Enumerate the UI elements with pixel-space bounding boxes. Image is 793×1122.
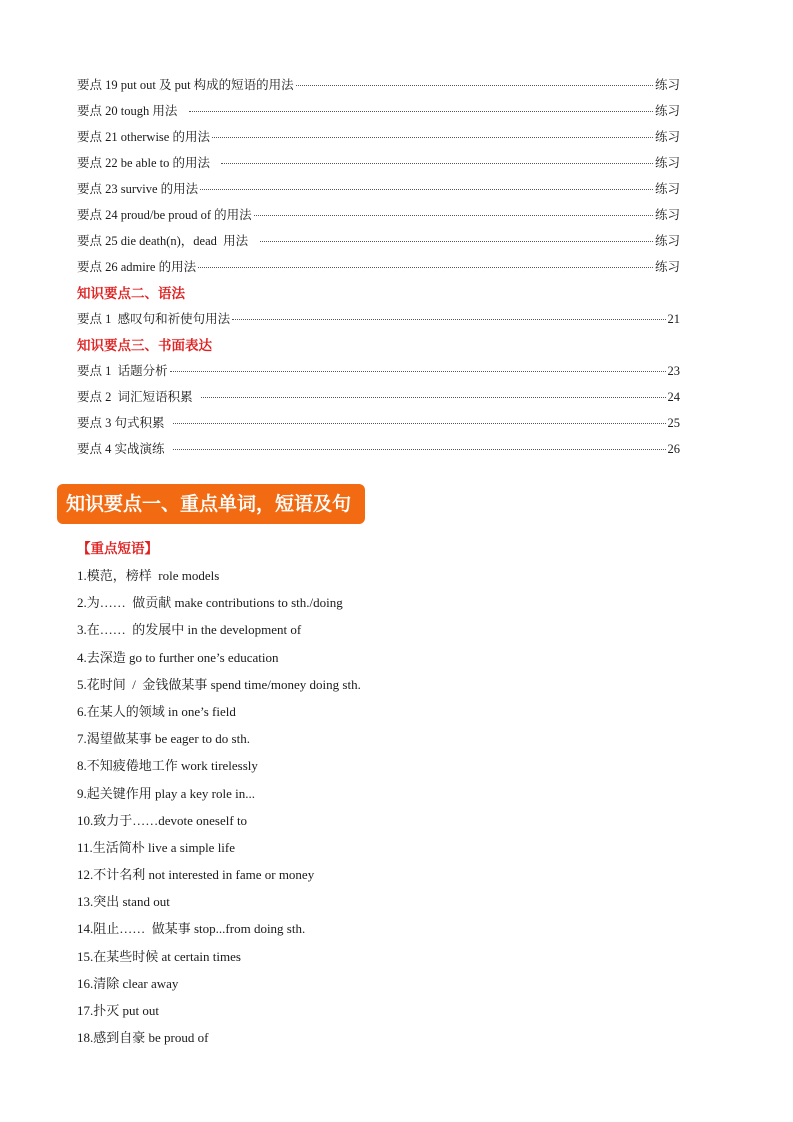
toc-entry-title: 要点 1 感叹句和祈使句用法 <box>77 312 231 326</box>
dot-leader <box>232 305 665 320</box>
toc-entry-page: 25 <box>667 416 680 430</box>
phrase-item: 15.在某些时候 at certain times <box>77 948 241 964</box>
dot-leader <box>296 71 653 86</box>
toc-entry-page: 24 <box>667 390 680 404</box>
toc-entry-page: 练习 <box>654 130 680 144</box>
phrase-item: 12.不计名利 not interested in fame or money <box>77 867 315 883</box>
phrase-item: 7.渴望做某事 be eager to do sth. <box>77 731 250 747</box>
toc-entry-title: 要点 1 话题分析 <box>77 364 168 378</box>
toc-entry-page: 练习 <box>654 182 680 196</box>
subheading: 【重点短语】 <box>77 541 158 556</box>
phrase-item: 10.致力于……devote oneself to <box>77 812 248 828</box>
dot-leader <box>200 175 653 190</box>
phrase-item: 16.清除 clear away <box>77 975 179 991</box>
phrase-item: 4.去深造 go to further one’s education <box>77 649 279 665</box>
phrase-list <box>77 562 361 1051</box>
toc-entry-page: 练习 <box>654 260 680 274</box>
toc-entry[interactable] <box>77 256 680 282</box>
toc-entry-title: 要点 25 die death(n)，dead 用法 <box>77 234 258 248</box>
dot-leader <box>198 253 653 268</box>
phrase-item: 1.模范，榜样 role models <box>77 568 220 583</box>
dot-leader <box>189 97 653 112</box>
phrase-item: 17.扑灭 put out <box>77 1003 159 1018</box>
phrase-item: 2.为…… 做贡献 make contributions to sth./doing <box>77 595 343 611</box>
toc-entry-title: 要点 21 otherwise 的用法 <box>77 130 210 144</box>
toc-entry-title: 要点 22 be able to 的用法 <box>77 156 220 170</box>
phrase-item: 11.生活简朴 live a simple life <box>77 839 236 855</box>
phrase-item: 14.阻止…… 做某事 stop...from doing sth. <box>77 921 306 937</box>
phrase-item: 18.感到自豪 be proud of <box>77 1030 209 1046</box>
toc-entry-title: 要点 24 proud/be proud of 的用法 <box>77 208 252 222</box>
toc-entry-title: 要点 2 词汇短语积累 <box>77 390 199 404</box>
toc-section-heading[interactable]: 知识要点二、语法 <box>77 286 185 301</box>
toc-section-heading[interactable]: 知识要点三、书面表达 <box>77 338 212 353</box>
dot-leader <box>173 409 666 424</box>
toc-entry-title: 要点 23 survive 的用法 <box>77 182 199 196</box>
dot-leader <box>170 357 666 372</box>
toc-entry-title: 要点 3 句式积累 <box>77 416 171 430</box>
section-banner: 知识要点一、重点单词，短语及句 <box>57 484 365 524</box>
toc-entry-page: 练习 <box>654 234 680 248</box>
dot-leader <box>254 201 653 216</box>
phrase-item: 9.起关键作用 play a key role in... <box>77 785 255 801</box>
phrase-item: 5.花时间 / 金钱做某事 spend time/money doing sth. <box>77 676 361 692</box>
toc-entry-page: 21 <box>667 312 680 326</box>
toc-entry-page: 23 <box>667 364 680 378</box>
toc-entry-title: 要点 19 put out 及 put 构成的短语的用法 <box>77 78 294 92</box>
dot-leader <box>221 149 653 164</box>
dot-leader <box>173 435 666 450</box>
toc-entry-page: 练习 <box>654 78 680 92</box>
toc-entry-title: 要点 26 admire 的用法 <box>77 260 197 274</box>
toc-entry[interactable] <box>77 308 680 334</box>
toc-entry[interactable] <box>77 438 680 464</box>
toc-entry-title: 要点 4 实战演练 <box>77 442 171 456</box>
phrase-item: 13.突出 stand out <box>77 894 170 910</box>
table-of-contents <box>77 74 680 464</box>
dot-leader <box>260 227 653 242</box>
toc-entry-page: 练习 <box>654 208 680 222</box>
phrase-item: 8.不知疲倦地工作 work tirelessly <box>77 758 258 774</box>
toc-entry-page: 26 <box>667 442 680 456</box>
phrase-item: 6.在某人的领域 in one’s field <box>77 703 236 719</box>
toc-entry-title: 要点 20 tough 用法 <box>77 104 187 118</box>
dot-leader <box>201 383 666 398</box>
dot-leader <box>212 123 653 138</box>
phrase-item: 3.在…… 的发展中 in the development of <box>77 622 302 638</box>
toc-entry-page: 练习 <box>654 104 680 118</box>
toc-entry-page: 练习 <box>654 156 680 170</box>
